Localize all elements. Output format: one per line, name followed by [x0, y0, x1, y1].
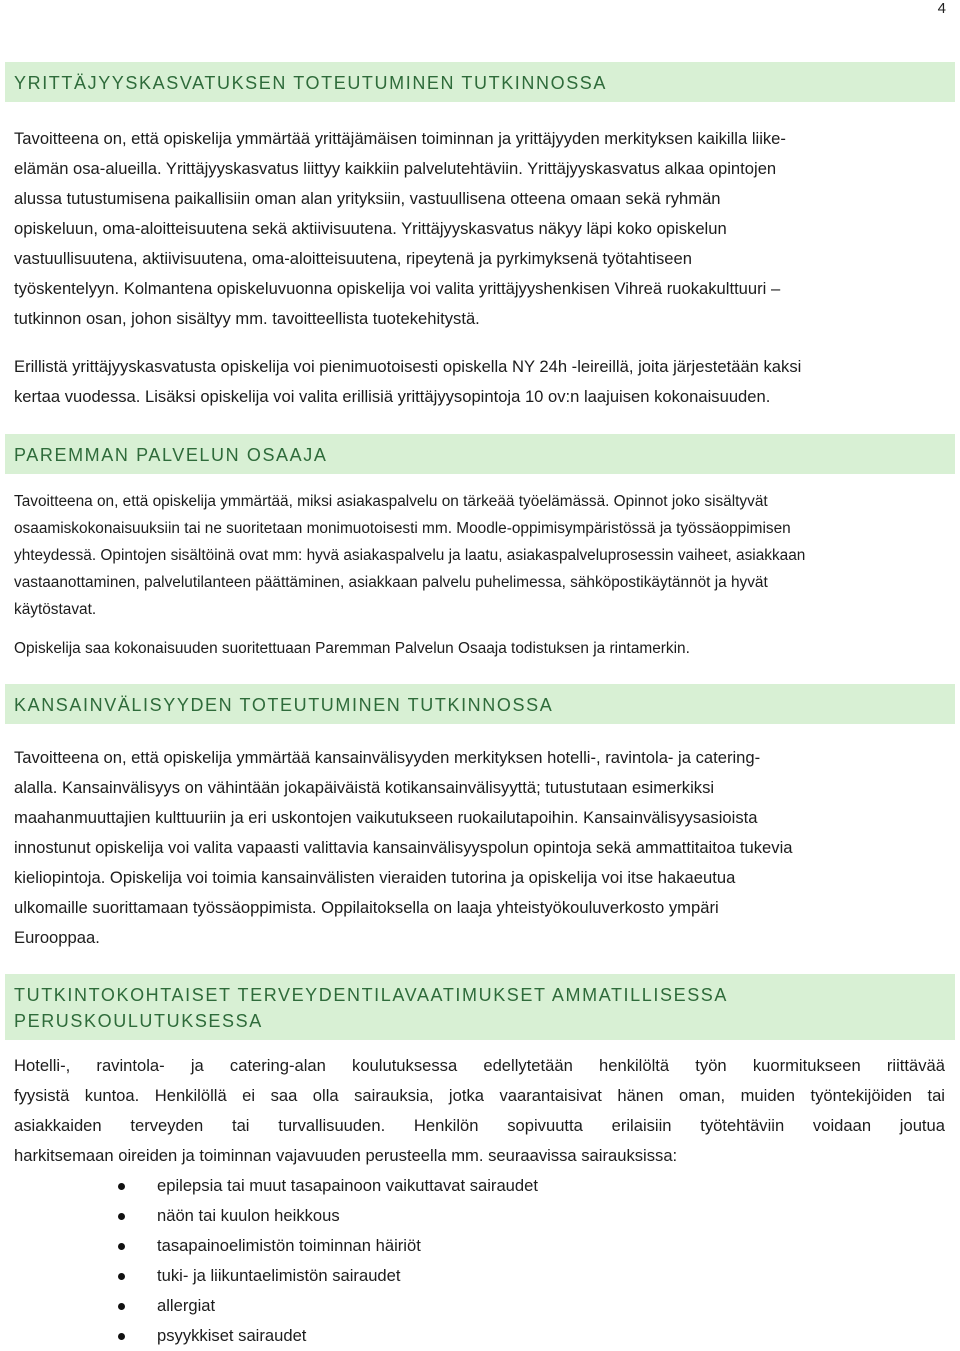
list-item-text: tuki- ja liikuntaelimistön sairaudet — [157, 1266, 401, 1285]
section-health-requirements — [5, 974, 955, 1351]
list-item — [5, 1201, 955, 1231]
bullet-icon — [118, 1183, 125, 1190]
bullet-icon — [118, 1273, 125, 1280]
section-entrepreneurship — [5, 62, 955, 412]
section-customer-service — [5, 434, 955, 662]
section-heading: KANSAINVÄLISYYDEN TOTEUTUMINEN TUTKINNOSSA — [5, 684, 955, 724]
text-line: asiakkaiden terveyden tai turvallisuuden. Henkilön sopivuutta erilaisiin työtehtäviin voidaan joutua — [14, 1116, 945, 1135]
text-line: kertaa vuodessa. Lisäksi opiskelija voi valita erillisiä yrittäjyysopintoja 10 ov:n laajuisen kokonaisuuden. — [14, 387, 771, 406]
text-line: yhteydessä. Opintojen sisältöinä ovat mm: hyvä asiakaspalvelu ja laatu, asiakaspalveluprosessin vaiheet, asiakkaan — [14, 547, 806, 564]
list-item — [5, 1231, 955, 1261]
paragraph — [5, 635, 955, 662]
text-line: käytöstavat. — [14, 601, 97, 618]
text-line: Erillistä yrittäjyyskasvatusta opiskelija voi pienimuotoisesti opiskella NY 24h -leireillä, joita järjestetään kaksi — [14, 357, 802, 376]
list-item-text: näön tai kuulon heikkous — [157, 1206, 340, 1225]
heading-line: TUTKINTOKOHTAISET TERVEYDENTILAVAATIMUKSET AMMATILLISESSA — [14, 985, 729, 1005]
list-item — [5, 1291, 955, 1321]
text-line: tutkinnon osan, johon sisältyy mm. tavoitteellista tuotekehitystä. — [14, 309, 480, 328]
list-item-text: allergiat — [157, 1296, 216, 1315]
paragraph — [5, 743, 955, 953]
bullet-icon — [118, 1303, 125, 1310]
text-line: Tavoitteena on, että opiskelija ymmärtää yrittäjämäisen toiminnan ja yrittäjyyden merkityksen kaikilla liike- — [14, 129, 786, 148]
paragraph — [5, 488, 955, 623]
text-line: alalla. Kansainvälisyys on vähintään jokapäiväistä kotikansainvälisyyttä; tutustutaan esimerkiksi — [14, 778, 715, 797]
list-item-text: psyykkiset sairaudet — [157, 1326, 307, 1345]
disease-list — [5, 1171, 955, 1351]
bullet-icon — [118, 1333, 125, 1340]
list-item — [5, 1321, 955, 1351]
paragraph — [5, 1051, 955, 1171]
text-line: Hotelli-, ravintola- ja catering-alan koulutuksessa edellytetään henkilöltä työn kuormitukseen riittävää — [14, 1056, 945, 1075]
text-line: vastuullisuutena, aktiivisuutena, oma-aloitteisuutena, ripeytenä ja pyrkimyksenä työtahtiseen — [14, 249, 692, 268]
paragraph — [5, 352, 955, 412]
text-line: maahanmuuttajien kulttuuriin ja eri uskontojen vaikutukseen ruokailutapoihin. Kansainvälisyysasioista — [14, 808, 758, 827]
list-item-text: tasapainoelimistön toiminnan häiriöt — [157, 1236, 421, 1255]
text-line: Eurooppaa. — [14, 928, 100, 947]
section-heading: PAREMMAN PALVELUN OSAAJA — [5, 434, 955, 474]
text-line: vastaanottaminen, palvelutilanteen päättäminen, asiakkaan palvelu puhelimessa, sähköpostikäytännöt ja hyvät — [14, 574, 768, 591]
section-heading — [5, 974, 955, 1040]
text-line: elämän osa-alueilla. Yrittäjyyskasvatus liittyy kaikkiin palvelutehtäviin. Yrittäjyyskasvatus alkaa opintojen — [14, 159, 777, 178]
text-line: kieliopintoja. Opiskelija voi toimia kansainvälisten vieraiden tutorina ja opiskelija voi itse hakaeutua — [14, 868, 736, 887]
text-line: osaamiskokonaisuuksiin tai ne suoritetaan monimuotoisesti mm. Moodle-oppimisympäristössä ja työssäoppimisen — [14, 520, 791, 537]
page-number: 4 — [937, 0, 946, 17]
heading-line: PERUSKOULUTUKSESSA — [14, 1011, 263, 1031]
paragraph — [5, 124, 955, 334]
text-line: fyysistä kuntoa. Henkilöllä ei saa olla sairauksia, jotka vaarantaisivat hänen oman, muiden työntekijöiden tai — [14, 1086, 945, 1105]
list-item — [5, 1171, 955, 1201]
section-internationality — [5, 684, 955, 953]
section-heading: YRITTÄJYYSKASVATUKSEN TOTEUTUMINEN TUTKINNOSSA — [5, 62, 955, 102]
text-line: alussa tutustumisena paikallisiin oman alan yrityksiin, vastuullisena otteena omaan sekä ryhmän — [14, 189, 721, 208]
bullet-icon — [118, 1243, 125, 1250]
list-item-text: epilepsia tai muut tasapainoon vaikuttavat sairaudet — [157, 1176, 538, 1195]
text-line: innostunut opiskelija voi valita vapaasti valittavia kansainvälisyyspolun opintoja sekä ammattitaitoa tukevia — [14, 838, 793, 857]
text-line: opiskeluun, oma-aloitteisuutena sekä aktiivisuutena. Yrittäjyyskasvatus näkyy läpi koko opiskelun — [14, 219, 727, 238]
text-line: Tavoitteena on, että opiskelija ymmärtää kansainvälisyyden merkityksen hotelli-, ravintola- ja catering- — [14, 748, 761, 767]
list-item — [5, 1261, 955, 1291]
text-line: Tavoitteena on, että opiskelija ymmärtää, miksi asiakaspalvelu on tärkeää työelämässä. Opinnot joko sisältyvät — [14, 493, 768, 510]
text-line: ulkomaille suorittamaan työssäoppimista. Oppilaitoksella on laaja yhteistyökouluverkosto ympäri — [14, 898, 719, 917]
bullet-icon — [118, 1213, 125, 1220]
text-line: harkitsemaan oireiden ja toiminnan vajavuuden perusteella mm. seuraavissa sairauksissa: — [14, 1146, 678, 1165]
text-line: Opiskelija saa kokonaisuuden suoritettuaan Paremman Palvelun Osaaja todistuksen ja rintamerkin. — [14, 640, 690, 657]
text-line: työskentelyyn. Kolmantena opiskeluvuonna opiskelija voi valita yrittäjyyshenkisen Vihreä ruokakulttuuri – — [14, 279, 781, 298]
